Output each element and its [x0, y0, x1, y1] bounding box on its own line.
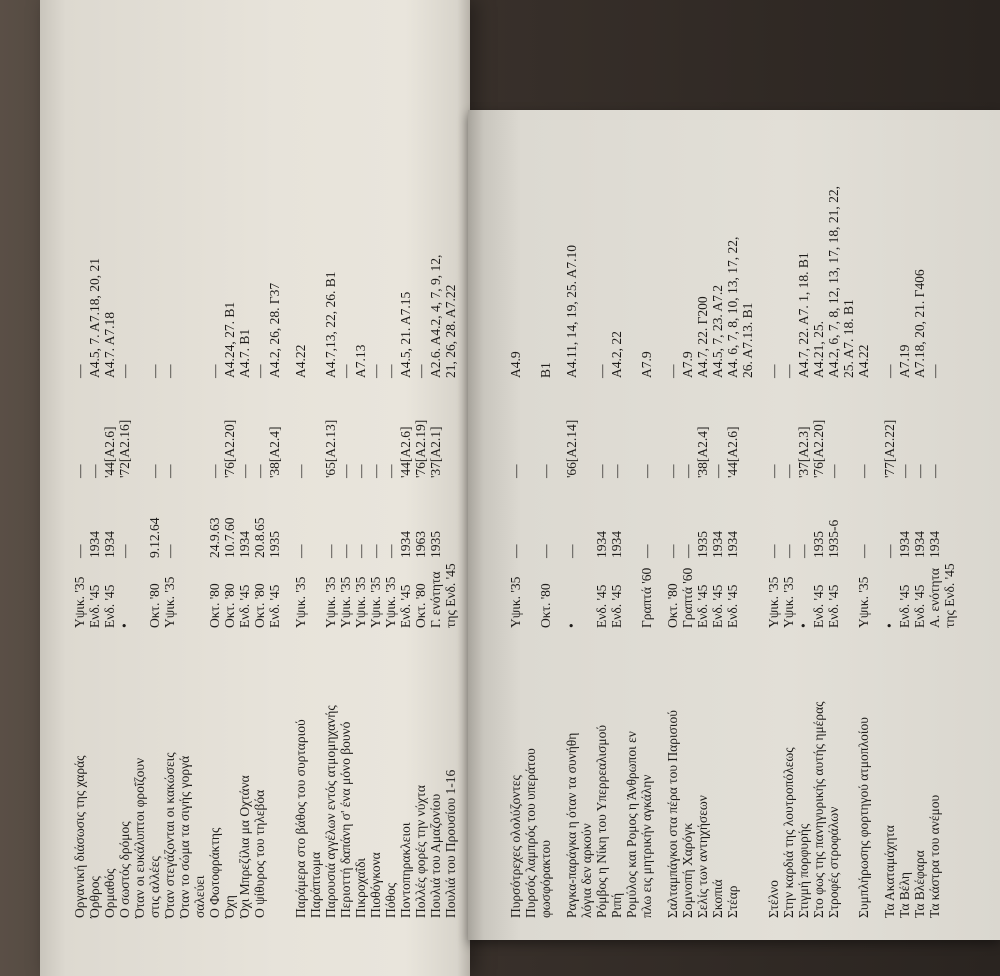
poem-title: φωσφόρακτου — [538, 840, 553, 918]
date-cell: — — [781, 544, 796, 558]
date-cell: 1934 — [594, 531, 609, 558]
reference-cell: Α4.22 — [856, 344, 871, 378]
source-cell: Ενδ. '45 — [87, 584, 102, 628]
index-row — [725, 186, 740, 918]
poem-title: Παράπτωμα — [308, 851, 323, 918]
source-cell: της Ενδ. '45 — [942, 563, 957, 628]
index-row — [132, 255, 147, 918]
index-row — [308, 255, 323, 918]
date-cell: 1935 — [267, 531, 282, 558]
record-cell: — — [856, 464, 871, 478]
index-row — [856, 186, 871, 918]
index-row — [147, 255, 162, 918]
record-cell: — — [147, 464, 162, 478]
poem-title: Όταν οι ευκάλυπτοι φροΐζουν — [132, 757, 147, 918]
reference-cell: Α4.7. Β1 — [237, 328, 252, 378]
index-row — [680, 186, 695, 918]
record-cell: — — [293, 464, 308, 478]
index-row — [523, 186, 538, 918]
source-cell: • — [564, 623, 579, 628]
source-cell: Υψικ. '35 — [781, 576, 796, 628]
source-cell: Υψικ. '35 — [856, 576, 871, 628]
poem-title: Τα Βέλη — [897, 872, 912, 918]
record-cell: — — [639, 464, 654, 478]
date-cell: 1935-6 — [826, 519, 841, 558]
source-cell: Υψικ. '35 — [368, 576, 383, 628]
date-cell: — — [766, 544, 781, 558]
reference-cell: Α4.22 — [293, 344, 308, 378]
reference-cell: — — [117, 364, 132, 378]
record-cell: — — [338, 464, 353, 478]
index-row — [766, 186, 781, 918]
right-page-index — [508, 186, 957, 918]
reference-cell: Α7.9 — [639, 351, 654, 378]
poem-title: Τα κάστρα του ανέμου — [927, 794, 942, 918]
index-row — [87, 255, 102, 918]
source-cell: Ενδ. '45 — [267, 584, 282, 628]
reference-cell: — — [665, 364, 680, 378]
poem-title: Ρόμβος η Νίκη του Υπερρεαλισμού — [594, 724, 609, 918]
poem-title: Στροφές στροφάλων — [826, 806, 841, 918]
reference-cell: Α4.24, 27. Β1 — [222, 301, 237, 378]
source-cell: Υψικ. '35 — [383, 576, 398, 628]
index-row — [882, 186, 897, 918]
index-row — [579, 186, 594, 918]
reference-cell: Α2.6. Α4.2, 4, 7, 9, 12, — [428, 254, 443, 378]
poem-title: Ο Φωτοφράκτης — [207, 827, 222, 918]
date-cell: 1934 — [912, 531, 927, 558]
poem-title: Ο ψίθυρος του τηλεβόα — [252, 789, 267, 918]
record-cell: '76[Α2.20] — [222, 419, 237, 478]
date-cell: — — [323, 544, 338, 558]
source-cell: Υψικ. '35 — [162, 576, 177, 628]
index-row — [207, 255, 222, 918]
record-cell: — — [897, 464, 912, 478]
source-cell: Ενδ. '45 — [609, 584, 624, 628]
reference-cell: Α4.7,13, 22, 26. Β1 — [323, 271, 338, 378]
record-cell: — — [87, 464, 102, 478]
source-cell: Ενδ. '45 — [725, 584, 740, 628]
record-cell: — — [781, 464, 796, 478]
poem-title: Στέαρ — [725, 885, 740, 918]
reference-cell: Α4.5, 21. Α7.15 — [398, 291, 413, 378]
date-cell: — — [680, 544, 695, 558]
right-book-page — [468, 110, 1000, 940]
date-cell: — — [383, 544, 398, 558]
record-cell: — — [207, 464, 222, 478]
index-row — [222, 255, 237, 918]
date-cell: — — [293, 544, 308, 558]
index-row — [117, 255, 132, 918]
source-cell: Ενδ. '45 — [897, 584, 912, 628]
record-cell: '66[Α2.14] — [564, 419, 579, 478]
date-cell: — — [639, 544, 654, 558]
reference-cell: Α4.11, 14, 19, 25. Α7.10 — [564, 244, 579, 378]
poem-title: Όρθρος — [87, 876, 102, 918]
index-row — [508, 186, 523, 918]
record-cell: — — [594, 464, 609, 478]
poem-title: Πουλιά του Προυσίου 1-16 — [443, 769, 458, 918]
source-cell: Οκτ. '80 — [252, 583, 267, 628]
poem-title: σαλεύει — [192, 875, 207, 918]
source-cell: της Ενδ. '45 — [443, 563, 458, 628]
poem-title: Ο σωστός δρόμος — [117, 821, 132, 918]
reference-cell: 25. Α7. 18. Β1 — [841, 299, 856, 378]
record-cell: — — [927, 464, 942, 478]
reference-cell: — — [413, 364, 428, 378]
reference-cell: Α4.5, 7. Α7.18, 20, 21 — [87, 257, 102, 378]
poem-title: Πυρσότρεχες ολολύζοντες — [508, 775, 523, 918]
index-row — [72, 255, 87, 918]
reference-cell: — — [368, 364, 383, 378]
record-cell: '44[Α2.6] — [725, 426, 740, 478]
source-cell: Ενδ. '45 — [237, 584, 252, 628]
reference-cell: Α7.13 — [353, 344, 368, 378]
index-row — [267, 255, 282, 918]
poem-title: Στην καρδιά της λουτροπόλεως — [781, 747, 796, 918]
poem-title: Πoντοπηρακλειοι — [398, 822, 413, 918]
poem-title: Όταν στεγάζονται οι κακώσεις — [162, 752, 177, 918]
record-cell: — — [353, 464, 368, 478]
record-cell: '76[Α2.19] — [413, 419, 428, 478]
index-row — [639, 186, 654, 918]
date-cell: 1934 — [710, 531, 725, 558]
reference-cell: Β1 — [538, 362, 553, 378]
index-row — [897, 186, 912, 918]
date-cell: 24.9.63 — [207, 517, 222, 558]
poem-title: Ραγκα-παράγκα η όταν τα συνήθη — [564, 732, 579, 918]
reference-cell: 21, 26, 28. Α7.22 — [443, 284, 458, 378]
record-cell: — — [710, 464, 725, 478]
source-cell: Ενδ. '45 — [695, 584, 710, 628]
left-page-index — [72, 255, 458, 918]
date-cell: 1934 — [609, 531, 624, 558]
poem-title: Στιγμή πορφυρής — [796, 823, 811, 918]
reference-cell: Α4. 6, 7, 8, 10, 13, 17, 22, — [725, 236, 740, 378]
poem-title: Σελίς των αντηχήσεων — [695, 795, 710, 918]
reference-cell: — — [927, 364, 942, 378]
source-cell: Υψικ. '35 — [508, 576, 523, 628]
date-cell: 1934 — [237, 531, 252, 558]
record-cell: '37[Α2.3] — [796, 426, 811, 478]
date-cell: 1934 — [87, 531, 102, 558]
record-cell: — — [766, 464, 781, 478]
index-row — [102, 255, 117, 918]
index-row — [338, 255, 353, 918]
poem-title: Σκοπιά — [710, 879, 725, 918]
reference-cell: Α4.7. Α7.18 — [102, 311, 117, 378]
index-row — [755, 186, 766, 918]
date-cell: — — [368, 544, 383, 558]
source-cell: Οκτ. '80 — [222, 583, 237, 628]
date-cell: 1934 — [927, 531, 942, 558]
poem-title: Όχι Μπρεζίλια μα Οχτάνα — [237, 775, 252, 918]
record-cell: — — [383, 464, 398, 478]
index-row — [252, 255, 267, 918]
date-cell: — — [882, 544, 897, 558]
index-row — [695, 186, 710, 918]
date-cell: — — [538, 544, 553, 558]
reference-cell: Α4.2, 26, 28. Γ37 — [267, 282, 282, 378]
reference-cell: — — [882, 364, 897, 378]
date-cell: — — [353, 544, 368, 558]
record-cell: '65[Α2.13] — [323, 419, 338, 478]
index-row — [383, 255, 398, 918]
reference-cell: — — [594, 364, 609, 378]
source-cell: Ενδ. '45 — [102, 584, 117, 628]
index-row — [871, 186, 882, 918]
record-cell: — — [609, 464, 624, 478]
source-cell: Υψικ. '35 — [323, 576, 338, 628]
reference-cell: Α4.5, 7, 23. Α7.2 — [710, 284, 725, 378]
date-cell: 1935 — [695, 531, 710, 558]
index-row — [927, 186, 942, 918]
poem-title: στις αλλέες — [147, 856, 162, 918]
source-cell: Ενδ. '45 — [594, 584, 609, 628]
poem-title: Σαλταμπάγκοι στα πέρα του Παρισιού — [665, 710, 680, 918]
index-row — [368, 255, 383, 918]
source-cell: Ενδ. '45 — [912, 584, 927, 628]
index-row — [826, 186, 841, 918]
poem-title: Παράμερα στο βάθος του συρταριού — [293, 719, 308, 918]
record-cell: — — [237, 464, 252, 478]
index-row — [912, 186, 927, 918]
poem-title: Τα Ακαταμάχητα — [882, 825, 897, 918]
index-row — [740, 186, 755, 918]
record-cell: '77[Α2.22] — [882, 419, 897, 478]
record-cell: '37[Α2.1] — [428, 426, 443, 478]
date-cell: — — [72, 544, 87, 558]
date-cell: — — [508, 544, 523, 558]
reference-cell: — — [252, 364, 267, 378]
record-cell: — — [252, 464, 267, 478]
date-cell: 1934 — [398, 531, 413, 558]
record-cell: — — [162, 464, 177, 478]
index-row — [564, 186, 579, 918]
date-cell: 1934 — [725, 531, 740, 558]
index-row — [177, 255, 192, 918]
poem-title: Όχη — [222, 895, 237, 918]
source-cell: Ενδ. '45 — [826, 584, 841, 628]
source-cell: Ενδ. '45 — [811, 584, 826, 628]
index-row — [796, 186, 811, 918]
reference-cell: Α4.21, 25. — [811, 321, 826, 378]
source-cell: • — [796, 623, 811, 628]
reference-cell: Α7.19 — [897, 344, 912, 378]
reference-cell: — — [338, 364, 353, 378]
reference-cell: Α4.9 — [508, 351, 523, 378]
index-row — [538, 186, 553, 918]
date-cell: — — [665, 544, 680, 558]
date-cell: 1963 — [413, 531, 428, 558]
date-cell: 20.8.65 — [252, 517, 267, 558]
poem-title: Σομνοπή Χαρόγκ — [680, 822, 695, 918]
source-cell: Γραπτά '60 — [639, 567, 654, 628]
poem-title: Ρομύλος και Ρομος η Άνθρωποι εν — [624, 731, 639, 918]
date-cell: — — [564, 544, 579, 558]
source-cell: Α. ενότητα — [927, 567, 942, 628]
index-row — [594, 186, 609, 918]
index-row — [413, 255, 428, 918]
poem-title: Στέλνο — [766, 880, 781, 918]
record-cell: — — [538, 464, 553, 478]
poem-title: Πικροχαΐδι — [353, 857, 368, 918]
record-cell: — — [826, 464, 841, 478]
date-cell: 1935 — [428, 531, 443, 558]
index-row — [624, 186, 639, 918]
index-row — [353, 255, 368, 918]
poem-title: Όταν το σώμα τα σιγής γοργά — [177, 755, 192, 918]
poem-title: Συμπλήρωσης φορτηγού ατμοπλοίου — [856, 717, 871, 918]
index-row — [654, 186, 665, 918]
date-cell: — — [856, 544, 871, 558]
poem-title: Πόθος — [383, 882, 398, 918]
reference-cell: Α4.7, 22. Α7. 1, 18. Β1 — [796, 252, 811, 378]
reference-cell: — — [162, 364, 177, 378]
record-cell: — — [368, 464, 383, 478]
date-cell: — — [796, 544, 811, 558]
reference-cell: — — [147, 364, 162, 378]
index-row — [428, 255, 443, 918]
poem-title: Τα Βλέφαρα — [912, 850, 927, 918]
source-cell: • — [882, 623, 897, 628]
date-cell: 10.7.60 — [222, 517, 237, 558]
poem-title: Πολλές φορές την νύχτα — [413, 785, 428, 918]
record-cell: — — [665, 464, 680, 478]
poem-title: Οργανική διάσωσις της χαράς — [72, 755, 87, 918]
index-row — [192, 255, 207, 918]
index-row — [443, 255, 458, 918]
source-cell: Γ. ενότητα — [428, 571, 443, 628]
reference-cell: Α4.2, 6, 7, 8, 12, 13, 17, 18, 21, 22, — [826, 186, 841, 378]
record-cell: '72[Α2.16] — [117, 419, 132, 478]
source-cell: Ενδ. '45 — [398, 584, 413, 628]
index-row — [293, 255, 308, 918]
date-cell: 1934 — [897, 531, 912, 558]
record-cell: '44[Α2.6] — [102, 426, 117, 478]
record-cell: '44[Α2.6] — [398, 426, 413, 478]
index-row — [811, 186, 826, 918]
source-cell: Υψικ. '35 — [338, 576, 353, 628]
reference-cell: Α4.7, 22. Γ200 — [695, 296, 710, 378]
reference-cell: — — [781, 364, 796, 378]
record-cell: — — [508, 464, 523, 478]
reference-cell: Α7.9 — [680, 351, 695, 378]
poem-title: Πιοθόγκονα — [368, 852, 383, 918]
source-cell: Υψικ. '35 — [353, 576, 368, 628]
index-row — [665, 186, 680, 918]
record-cell: '76[Α2.20] — [811, 419, 826, 478]
poem-title: Ορμαθός — [102, 868, 117, 918]
reference-cell: Α7.18, 20, 21. Γ406 — [912, 269, 927, 378]
poem-title: Ριπή — [609, 892, 624, 918]
date-cell: — — [162, 544, 177, 558]
source-cell: Οκτ. '80 — [665, 583, 680, 628]
record-cell: '38[Α2.4] — [695, 426, 710, 478]
left-book-page — [40, 0, 470, 976]
date-cell: 9.12.64 — [147, 517, 162, 558]
reference-cell: — — [383, 364, 398, 378]
reference-cell: — — [766, 364, 781, 378]
index-row — [781, 186, 796, 918]
index-row — [553, 186, 564, 918]
source-cell: Υψικ. '35 — [766, 576, 781, 628]
index-row — [398, 255, 413, 918]
record-cell: — — [680, 464, 695, 478]
source-cell: Ενδ. '45 — [710, 584, 725, 628]
index-row — [841, 186, 856, 918]
record-cell: — — [912, 464, 927, 478]
index-row — [162, 255, 177, 918]
index-row — [237, 255, 252, 918]
poem-title: πλω εις μητρικήν αγκάλην — [639, 774, 654, 918]
poem-title: Στο φως της πανηγυρικής αυτής ημέρας — [811, 701, 826, 918]
date-cell: 1934 — [102, 531, 117, 558]
source-cell: • — [117, 623, 132, 628]
poem-title: Πουλιά του Αμαζονίου — [428, 793, 443, 918]
index-row — [323, 255, 338, 918]
reference-cell: — — [72, 364, 87, 378]
source-cell: Οκτ. '80 — [207, 583, 222, 628]
source-cell: Υψικ. '35 — [72, 576, 87, 628]
date-cell: 1935 — [811, 531, 826, 558]
poem-title: Πυρσός λαμπρός του υπεράτου — [523, 748, 538, 918]
index-row — [710, 186, 725, 918]
source-cell: Υψικ. '35 — [293, 576, 308, 628]
record-cell: '38[Α2.4] — [267, 426, 282, 478]
poem-title: Παρουσιά αγγέλων εντός ατμομηχανής — [323, 705, 338, 918]
index-row — [282, 255, 293, 918]
source-cell: Οκτ. '80 — [538, 583, 553, 628]
reference-cell: 26. Α7.13. Β1 — [740, 302, 755, 378]
reference-cell: Α4.2, 22 — [609, 331, 624, 378]
date-cell: — — [338, 544, 353, 558]
source-cell: Οκτ. '80 — [147, 583, 162, 628]
poem-title: Περιοττή δαπάνη σ' ένα μόνο βουνό — [338, 721, 353, 918]
source-cell: Οκτ. '80 — [413, 583, 428, 628]
reference-cell: — — [207, 364, 222, 378]
date-cell: — — [117, 544, 132, 558]
index-row — [942, 186, 957, 918]
poem-title: λόγια δεν αρκούν — [579, 823, 594, 918]
index-row — [609, 186, 624, 918]
record-cell: — — [72, 464, 87, 478]
source-cell: Γραπτά '60 — [680, 567, 695, 628]
